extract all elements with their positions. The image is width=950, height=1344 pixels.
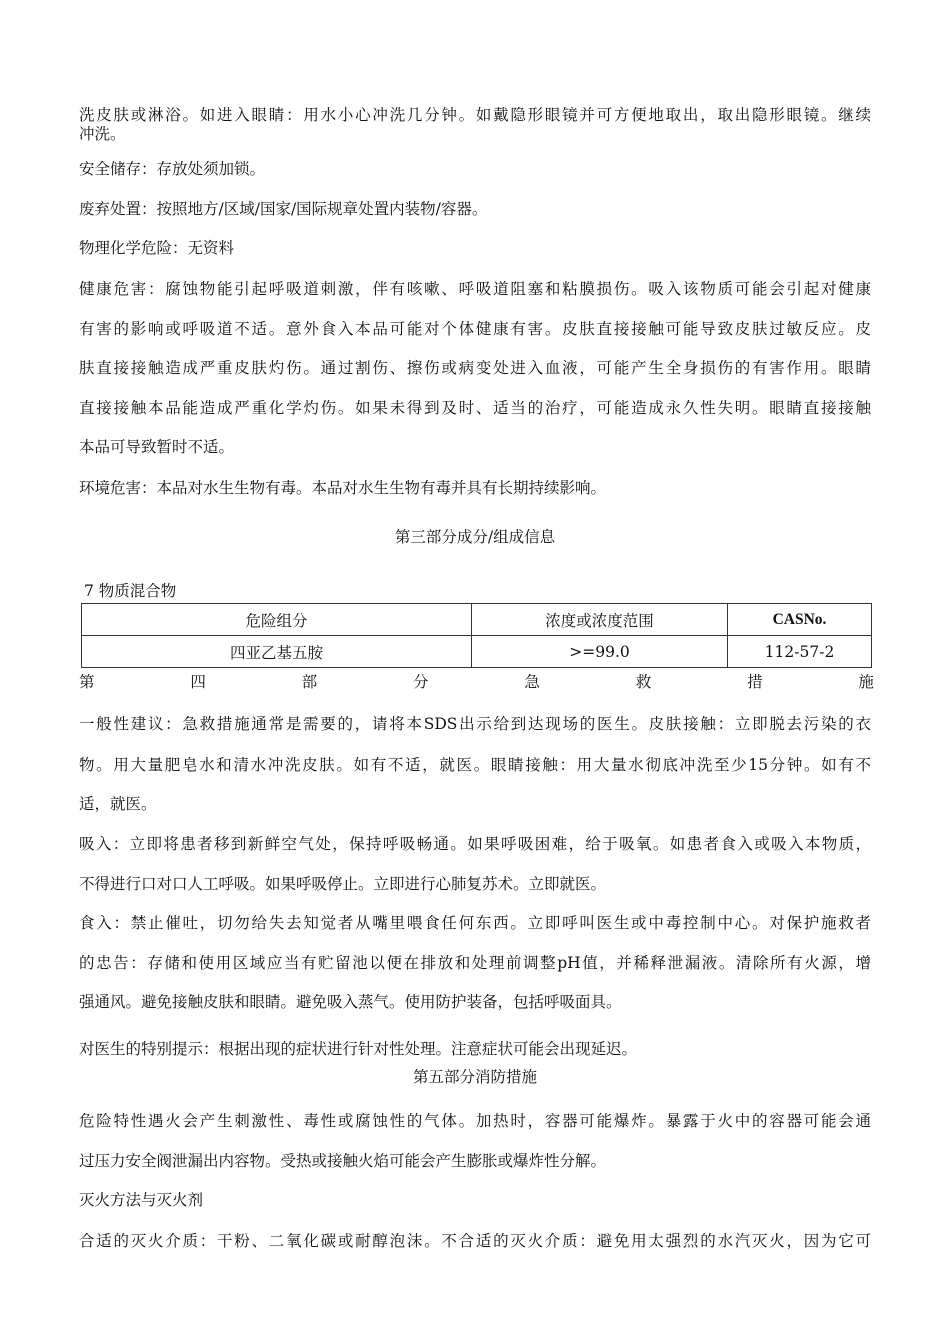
section3-heading: 第三部分成分/组成信息 — [394, 528, 556, 546]
health-line-3: 肤直接接触造成严重皮肤灼伤。通过割伤、擦伤或病变处进入血液，可能产生全身损伤的有害作用。眼睛 — [79, 359, 871, 377]
environment-text: 环境危害：本品对水生生物有毒。本品对水生生物有毒并具有长期持续影响。 — [79, 479, 607, 497]
section4-heading-char: 部 — [301, 673, 318, 691]
composition-table — [81, 603, 872, 668]
eye-contact-line-2: 冲洗。 — [79, 125, 126, 143]
doctor-note-text: 对医生的特别提示：根据出现的症状进行针对性处理。注意症状可能会出现延迟。 — [79, 1040, 638, 1058]
storage-text: 安全储存：存放处须加锁。 — [79, 160, 266, 178]
ingestion-line-1: 食入：禁止催吐，切勿给失去知觉者从嘴里喂食任何东西。立即呼叫医生或中毒控制中心。对保护施救者 — [79, 914, 871, 932]
ingestion-line-3: 强通风。避免接触皮肤和眼睛。避免吸入蒸气。使用防护装备，包括呼吸面具。 — [79, 993, 622, 1011]
table-header-casno: CASNo. — [728, 604, 872, 636]
general-advice-line-2: 物。用大量肥皂水和清水冲洗皮肤。如有不适，就医。眼睛接触：用大量水彻底冲洗至少15分钟。如有不 — [79, 756, 871, 774]
ingestion-line-2: 的忠告：存储和使用区域应当有贮留池以便在排放和处理前调整pH值，并稀释泄漏液。清除所有火源，增 — [79, 954, 871, 972]
health-line-2: 有害的影响或呼吸道不适。意外食入本品可能对个体健康有害。皮肤直接接触可能导致皮肤过敏反应。皮 — [79, 320, 871, 338]
general-advice-line-1: 一般性建议：急救措施通常是需要的，请将本SDS出示给到达现场的医生。皮肤接触：立即脱去污染的衣 — [79, 715, 871, 733]
table-cell-concentration: >=99.0 — [472, 636, 728, 668]
section4-heading-char: 急 — [524, 673, 540, 691]
fire-hazard-line-1: 危险特性遇火会产生刺激性、毒性或腐蚀性的气体。加热时，容器可能爆炸。暴露于火中的容器可能会通 — [79, 1112, 871, 1130]
section4-heading-char: 四 — [190, 673, 206, 691]
table-header-concentration: 浓度或浓度范围 — [472, 604, 728, 636]
section5-heading: 第五部分消防措施 — [412, 1068, 537, 1086]
table-cell-component: 四亚乙基五胺 — [82, 636, 472, 668]
extinguishing-methods-title: 灭火方法与灭火剂 — [79, 1191, 204, 1209]
eye-contact-line-1: 洗皮肤或淋浴。如进入眼睛：用水小心冲洗几分钟。如戴隐形眼镜并可方便地取出，取出隐形眼镜。继续 — [79, 106, 871, 124]
health-line-1: 健康危害：腐蚀物能引起呼吸道刺激，伴有咳嗽、呼吸道阻塞和粘膜损伤。吸入该物质可能会引起对健康 — [79, 280, 871, 298]
table-cell-casno: 112-57-2 — [728, 636, 872, 668]
inhalation-line-2: 不得进行口对口人工呼吸。如果呼吸停止。立即进行心肺复苏术。立即就医。 — [79, 875, 607, 893]
table-header-row — [82, 604, 872, 636]
section4-heading-char: 分 — [413, 673, 429, 691]
section4-heading-char: 措 — [747, 673, 763, 691]
section4-heading-char: 施 — [858, 673, 874, 691]
extinguishing-media-line-1: 合适的灭火介质：干粉、二氧化碳或耐醇泡沫。不合适的灭火介质：避免用太强烈的水汽灭火，因为它可 — [79, 1232, 871, 1250]
mixture-label: 7 物质混合物 — [84, 582, 177, 600]
table-header-component: 危险组分 — [82, 604, 472, 636]
section4-heading-char: 救 — [635, 673, 652, 691]
disposal-text: 废弃处置：按照地方/区域/国家/国际规章处置内装物/容器。 — [79, 200, 488, 218]
health-line-5: 本品可导致暂时不适。 — [79, 438, 235, 456]
section4-heading-char: 第 — [79, 673, 95, 691]
fire-hazard-line-2: 过压力安全阀泄漏出内容物。受热或接触火焰可能会产生膨胀或爆炸性分解。 — [79, 1152, 607, 1170]
health-line-4: 直接接触本品能造成严重化学灼伤。如果未得到及时、适当的治疗，可能造成永久性失明。眼睛直接接触 — [79, 399, 871, 417]
table-row — [82, 636, 872, 668]
inhalation-line-1: 吸入：立即将患者移到新鲜空气处，保持呼吸畅通。如果呼吸困难，给于吸氧。如患者食入或吸入本物质， — [79, 835, 871, 853]
section4-heading — [79, 673, 874, 691]
physchem-text: 物理化学危险：无资料 — [79, 239, 235, 257]
general-advice-line-3: 适，就医。 — [79, 795, 157, 813]
